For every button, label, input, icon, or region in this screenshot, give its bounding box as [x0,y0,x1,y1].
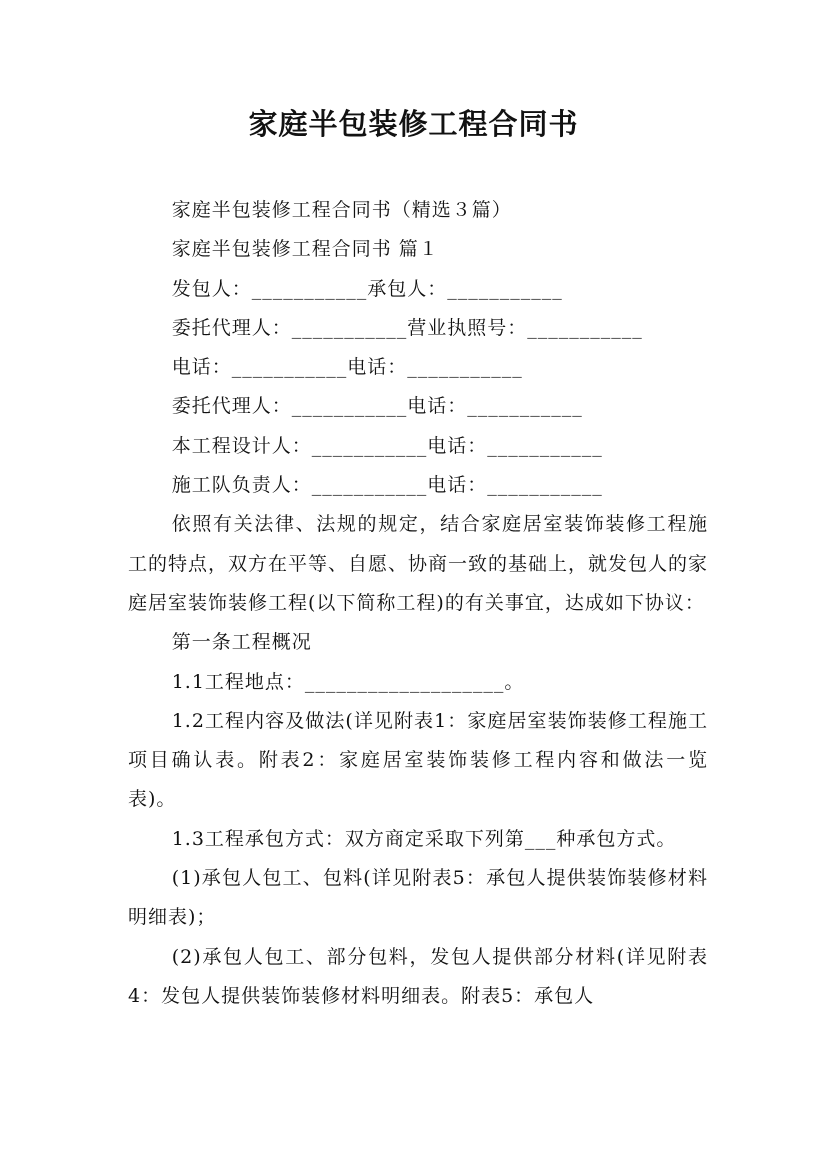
clause-1-2: 1.2工程内容及做法(详见附表1：家庭居室装饰装修工程施工项目确认表。附表2：家庭居室装饰装修工程内容和做法一览表)。 [128,709,708,811]
party-line-foreman-phone: 施工队负责人：___________电话：___________ [171,474,603,497]
party-line-phones: 电话：___________电话：___________ [171,356,523,379]
party-line-agent-license: 委托代理人：___________营业执照号：___________ [171,316,643,339]
subtitle-line: 家庭半包装修工程合同书（精选３篇） [171,199,512,221]
article-one-heading: 第一条工程概况 [171,631,312,654]
clause-1-1: 1.1工程地点：___________________。 [171,670,525,693]
section-heading: 家庭半包装修工程合同书 篇１ [171,238,439,261]
clause-1-3: 1.3工程承包方式：双方商定采取下列第___种承包方式。 [171,827,677,850]
clause-1-3-option-1: (1)承包人包工、包料(详见附表5：承包人提供装饰装修材料明细表)； [128,867,708,929]
preamble-paragraph: 依照有关法律、法规的规定，结合家庭居室装饰装修工程施工的特点，双方在平等、自愿、协商一致的基础上，就发包人的家庭居室装饰装修工程(以下简称工程)的有关事宜，达成如下协议： [128,513,709,614]
document-title: 家庭半包装修工程合同书 [248,107,579,141]
party-line-agent-phone: 委托代理人：___________电话：___________ [171,395,583,418]
party-line-contractor: 发包人：___________承包人：___________ [171,277,563,300]
document-body [128,191,708,1016]
party-line-designer-phone: 本工程设计人：___________电话：___________ [171,434,603,457]
clause-1-3-option-2: (2)承包人包工、部分包料，发包人提供部分材料(详见附表4：发包人提供装饰装修材料明细表。附表5：承包人 [128,945,708,1007]
